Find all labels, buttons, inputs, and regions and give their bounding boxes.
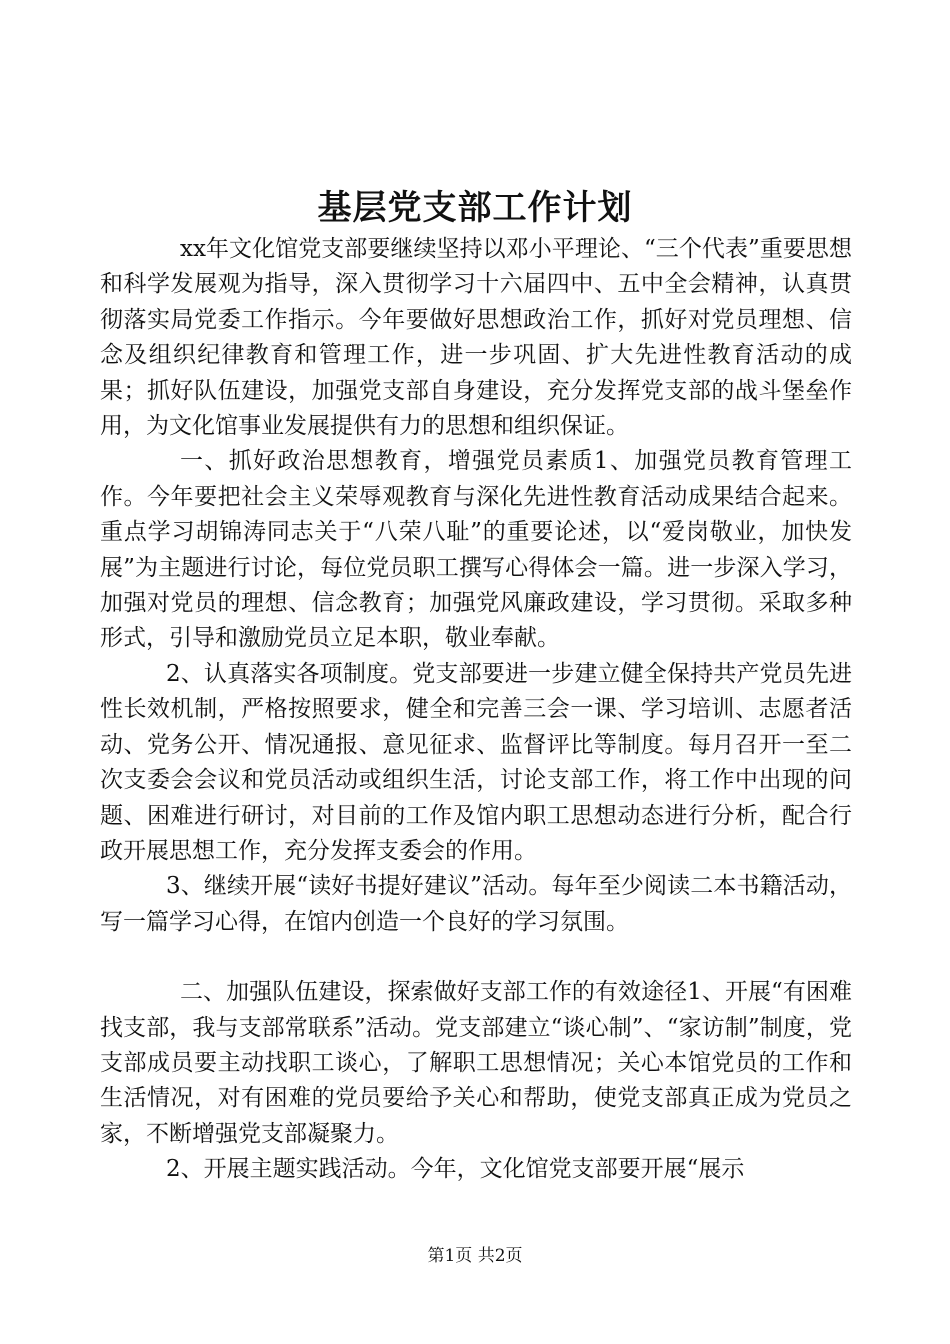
paragraph-item-2: 2、认真落实各项制度。党支部要进一步建立健全保持共产党员先进性长效机制，严格按照要求，健全和完善三会一课、学习培训、志愿者活动、党务公开、情况通报、意见征求、监督评比等制度。每月召开一至二次支委会会议和党员活动或组织生活，讨论支部工作，将工作中出现的问题、困难进行研讨，对目前的工作及馆内职工思想动态进行分析，配合行政开展思想工作，充分发挥支委会的作用。 (100, 660, 852, 864)
paragraph-item-2b: 2、开展主题实践活动。今年，文化馆党支部要开展“展示 (166, 1156, 745, 1183)
page-number: 第1页 共2页 (427, 1246, 523, 1266)
document-body (100, 232, 852, 1188)
paragraph-intro: xx年文化馆党支部要继续坚持以邓小平理论、“三个代表”重要思想和科学发展观为指导，深入贯彻学习十六届四中、五中全会精神，认真贯彻落实局党委工作指示。今年要做好思想政治工作，抓好对党员理想、信念及组织纪律教育和管理工作，进一步巩固、扩大先进性教育活动的成果；抓好队伍建设，加强党支部自身建设，充分发挥党支部的战斗堡垒作用，为文化馆事业发展提供有力的思想和组织保证。 (100, 236, 852, 440)
paragraph-item-3: 3、继续开展“读好书提好建议”活动。每年至少阅读二本书籍活动，写一篇学习心得，在馆内创造一个良好的学习氛围。 (100, 873, 852, 935)
paragraph-section-2: 二、加强队伍建设，探索做好支部工作的有效途径1、开展“有困难找支部，我与支部常联系”活动。党支部建立“谈心制”、“家访制”制度，党支部成员要主动找职工谈心，了解职工思想情况；关心本馆党员的工作和生活情况，对有困难的党员要给予关心和帮助，使党支部真正成为党员之家，不断增强党支部凝聚力。 (100, 979, 852, 1147)
document-title: 基层党支部工作计划 (317, 188, 633, 228)
paragraph-section-1: 一、抓好政治思想教育，增强党员素质1、加强党员教育管理工作。今年要把社会主义荣辱观教育与深化先进性教育活动成果结合起来。重点学习胡锦涛同志关于“八荣八耻”的重要论述，以“爱岗敬业，加快发展”为主题进行讨论，每位党员职工撰写心得体会一篇。进一步深入学习，加强对党员的理想、信念教育；加强党风廉政建设，学习贯彻。采取多种形式，引导和激励党员立足本职，敬业奉献。 (100, 448, 852, 652)
